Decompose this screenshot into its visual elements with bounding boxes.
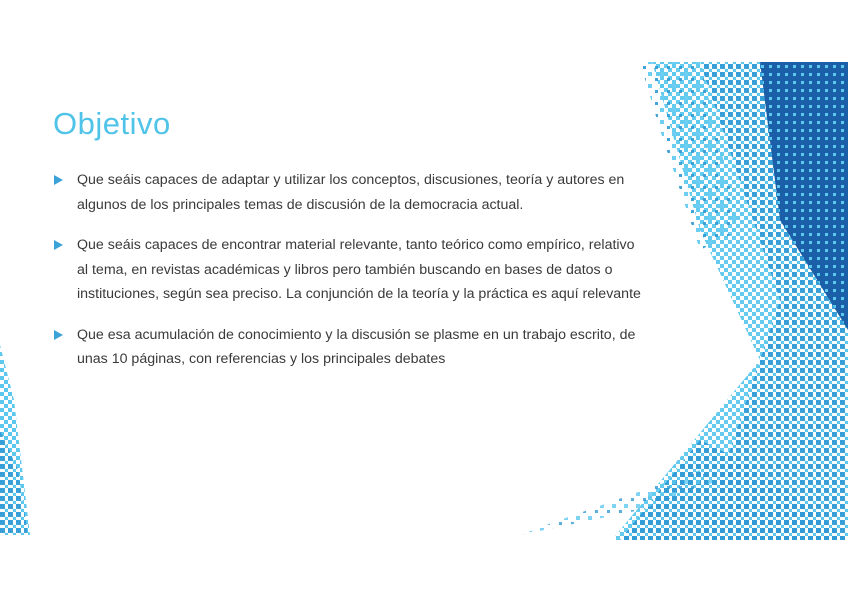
slide-title: Objetivo: [53, 106, 171, 141]
bullet-item: [52, 233, 642, 307]
bullet-text: Que esa acumulación de conocimiento y la discusión se plasme en un trabajo escrito, de unas 10 páginas, con referencias y los principales debates: [77, 326, 636, 367]
bullet-text: Que seáis capaces de adaptar y utilizar los conceptos, discusiones, teoría y autores en algunos de los principales temas de discusión de la democracia actual.: [77, 172, 625, 213]
left-decor: [0, 345, 30, 535]
triangle-right-icon: [54, 240, 63, 250]
triangle-right-icon: [54, 175, 63, 185]
bullet-list: [52, 168, 642, 388]
bullet-item: [52, 323, 642, 372]
bullet-item: [52, 168, 642, 217]
triangle-right-icon: [54, 330, 63, 340]
bullet-text: Que seáis capaces de encontrar material relevante, tanto teórico como empírico, relativo al tema, en revistas académicas y libros pero también buscando en bases de datos o instituciones, según sea preciso. La conjunción de la teoría y la práctica es aquí relevante: [77, 237, 641, 302]
